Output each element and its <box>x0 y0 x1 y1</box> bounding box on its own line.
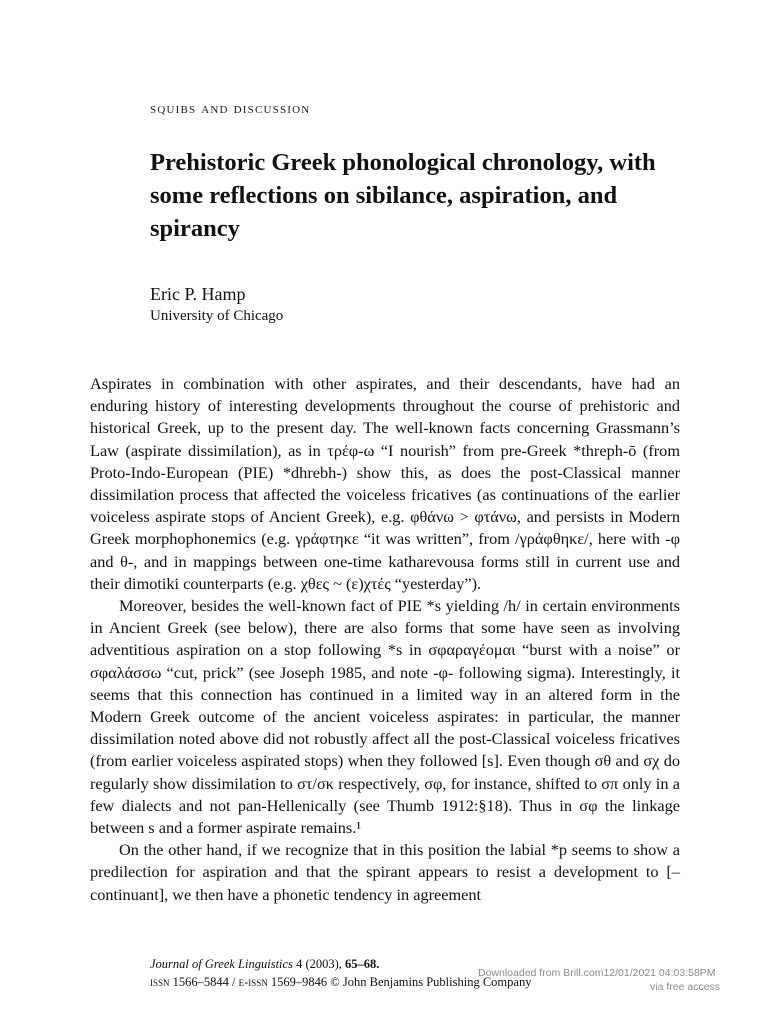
section-label: squibs and discussion <box>150 101 311 117</box>
journal-name: Journal of Greek Linguistics <box>150 957 293 971</box>
issn-text: issn 1566–5844 / e-issn 1569–9846 <box>150 975 328 989</box>
article-title: Prehistoric Greek phonological chronology, with some reflections on sibilance, aspiration, and spirancy <box>150 149 656 242</box>
access-watermark: via free access <box>650 981 721 993</box>
paragraph-1: Aspirates in combination with other aspirates, and their descendants, have had an enduring history of interesting developments throughout the course of prehistoric and historical Greek, up to the present day. The well-known facts concerning Grassmann’s Law (aspirate dissimilation), as in τρέφ-ω “I nourish” from pre-Greek *threph-ō (from Proto-Indo-European (PIE) *dhrebh-) show this, as does the post-Classical manner dissimilation process that affected the voiceless fricatives (as continuations of the earlier voiceless aspirate stops of Ancient Greek), e.g. φθάνω > φτάνω, and persists in Modern Greek morphophonemics (e.g. γράφτηκε “it was written”, from /γράφθηκε/, here with -φ and θ-, and in mappings between one-time katharevousa forms still in current use and their dimotiki counterparts (e.g. χθες ~ (ε)χτές “yesterday”). <box>90 374 680 593</box>
publisher-text: © John Benjamins Publishing Company <box>330 975 532 989</box>
article-body <box>90 373 680 906</box>
paragraph-2: Moreover, besides the well-known fact of PIE *s yielding /h/ in certain environments in Ancient Greek (see below), there are also forms that some have seen as involving adventitious aspiration on a stop following *s in σφαραγέομαι “burst with a noise” or σφαλάσσω “cut, prick” (see Joseph 1985, and note -φ- following sigma). Interestingly, it seems that this connection has continued in a limited way in an altered form in the Modern Greek outcome of the ancient voiceless aspirates: in particular, the manner dissimilation noted above did not robustly affect all the post-Classical voiceless fricatives (from earlier voiceless aspirated stops) when they followed [s]. Even though σθ and σχ do regularly show dissimilation to στ/σκ respectively, σφ, for instance, shifted to σπ only in a few dialects and not pan-Hellenically (see Thumb 1912:§18). Thus in σφ the linkage between s and a former aspirate remains.¹ <box>90 596 680 838</box>
download-watermark: Downloaded from Brill.com12/01/2021 04:03:58PM <box>478 967 716 979</box>
journal-pages: 65–68. <box>345 957 380 971</box>
journal-volume: 4 (2003), <box>296 957 342 971</box>
issn-line <box>150 975 531 990</box>
author-name: Eric P. Hamp <box>150 284 246 304</box>
paragraph-3: On the other hand, if we recognize that in this position the labial *p seems to show a predilection for aspiration and that the spirant appears to resist a development to [–continuant], we then have a phonetic tendency in agreement <box>90 840 680 904</box>
author-affiliation: University of Chicago <box>150 308 284 324</box>
journal-citation <box>150 957 379 972</box>
